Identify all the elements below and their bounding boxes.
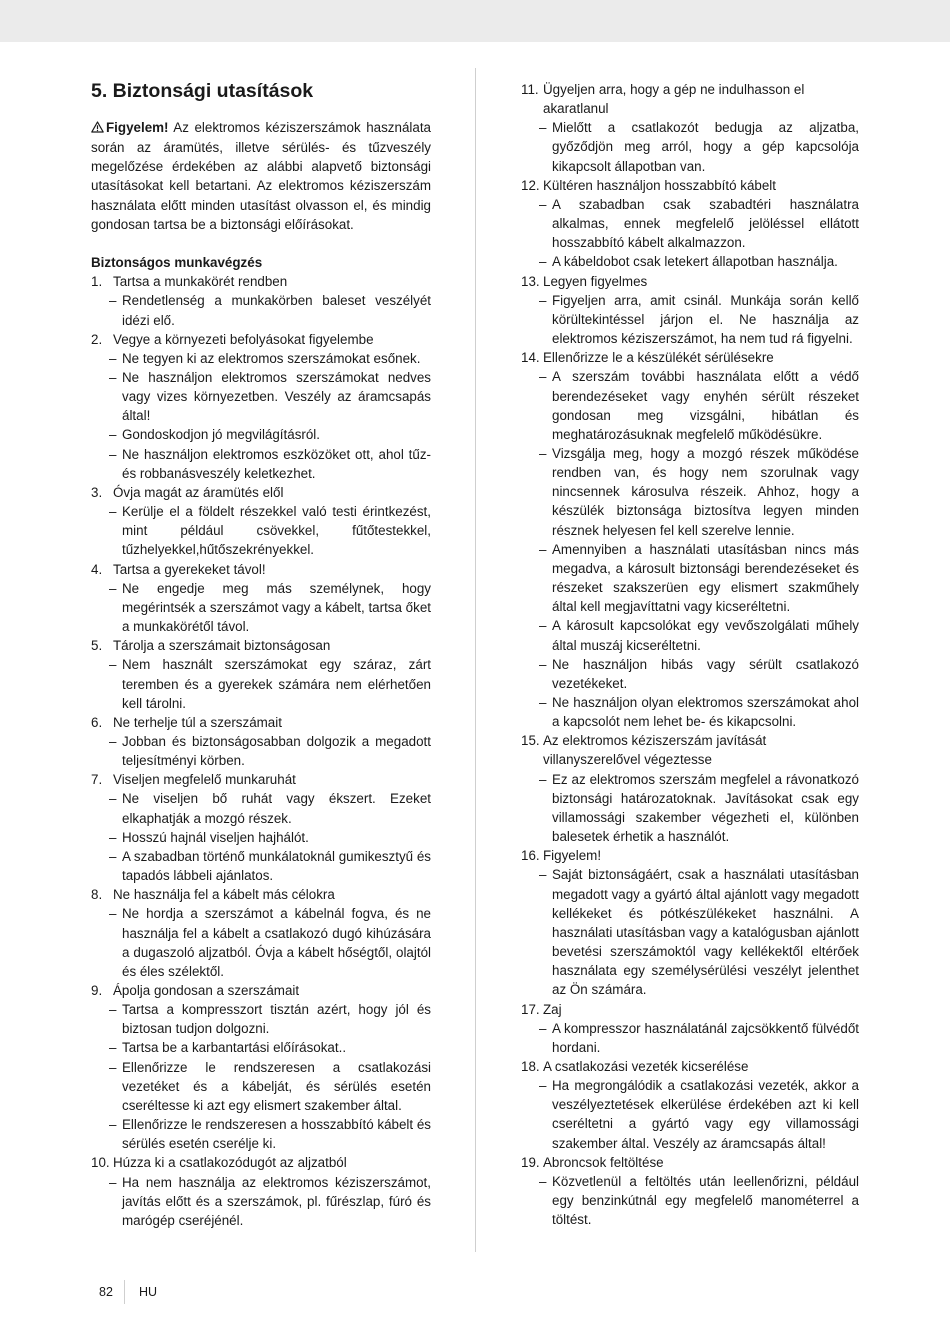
item-title: Kültéren használjon hosszabbító kábelt (543, 177, 777, 193)
language-code: HU (139, 1285, 158, 1299)
item-title: Húzza ki a csatlakozódugót az aljzatból (113, 1155, 347, 1171)
list-item (521, 1153, 859, 1172)
sub-item (109, 1038, 431, 1057)
sub-item (539, 1019, 859, 1057)
dash-bullet: – (109, 427, 117, 443)
item-number: 3. (91, 484, 103, 500)
item-number: 8. (91, 887, 103, 903)
list-item (91, 1153, 431, 1172)
item-title: Legyen figyelmes (543, 273, 648, 289)
sub-item-text: Közvetlenül a feltöltés után leellenőrizni, például egy benzinkútnál egy megfelelő manométerrel a töltést. (552, 1173, 859, 1228)
page-title: 5. Biztonsági utasítások (91, 80, 314, 102)
sub-item-text: A kábeldobot csak letekert állapotban használja. (552, 254, 838, 270)
dash-bullet: – (109, 1117, 117, 1133)
sub-item-text: Ne használjon hibás vagy sérült csatlakozó vezetékeket. (552, 656, 859, 691)
item-number: 15. (521, 733, 540, 749)
item-title: Ápolja gondosan a szerszámait (113, 983, 300, 999)
item-number: 10. (91, 1155, 110, 1171)
dash-bullet: – (109, 906, 117, 922)
sub-item-text: A szabadban történő munkálatoknál gumikesztyű és tapadós lábbeli ajánlatos. (122, 848, 431, 884)
list-item (91, 636, 431, 655)
list-item (521, 731, 859, 769)
sub-item (539, 252, 859, 271)
item-title: Az elektromos kéziszerszám javítását villanyszerelővel végeztesse (543, 733, 767, 768)
sub-item (539, 540, 859, 617)
list-item (521, 348, 859, 367)
dash-bullet: – (109, 293, 117, 309)
item-number: 9. (91, 983, 103, 999)
sub-item (109, 425, 431, 444)
dash-bullet: – (109, 580, 117, 596)
footer-divider (124, 1280, 125, 1304)
dash-bullet: – (539, 254, 547, 270)
sub-item (109, 1115, 431, 1153)
sub-item (109, 1000, 431, 1038)
sub-item-text: Nem használt szerszámokat egy száraz, zárt teremben és a gyerekek számára nem elérhetően kell tárolni. (122, 657, 431, 711)
sub-item (539, 195, 859, 252)
item-number: 19. (521, 1154, 540, 1170)
sub-item-text: Ne használjon olyan elektromos szerszámokat ahol a kapcsolót nem lehet be- és kikapcsolni. (552, 695, 859, 730)
column-divider (475, 68, 476, 1252)
sub-item-text: Saját biztonságáért, csak a használati utasításban megadott vagy a gyártó által ajánlott vagy megadott kellékeket és pótkészülékeket használni. A használati utasításban vagy a katalógusban ajánlott bevetési szerszámoktól vagy kellékektől eltérőek használata egy személysérülési veszélyt jelenthet az Ön számára. (552, 867, 859, 998)
sub-item (109, 291, 431, 329)
sub-item-text: Ha nem használja az elektromos kéziszerszámot, javítás előtt és a szerszámok, pl. fűrészlap, fúró és marógép cseréjénél. (122, 1174, 431, 1228)
item-title: Viseljen megfelelő munkaruhát (113, 772, 296, 788)
top-bar (0, 0, 950, 42)
sub-item (109, 502, 431, 559)
sub-item-text: A károsult kapcsolókat egy vevőszolgálati műhely által muszáj kicseréltetni. (552, 618, 859, 653)
sub-item (109, 828, 431, 847)
list-item (91, 770, 431, 789)
list-item (91, 483, 431, 502)
dash-bullet: – (109, 1002, 117, 1018)
list-item (521, 846, 859, 865)
warning-label: Figyelem! (106, 120, 169, 135)
sub-item (539, 291, 859, 348)
sub-item-text: Gondoskodjon jó megvilágításról. (122, 427, 320, 443)
dash-bullet: – (109, 370, 117, 386)
dash-bullet: – (539, 196, 547, 212)
sub-item (539, 1076, 859, 1153)
list-item (521, 1057, 859, 1076)
list-item (91, 981, 431, 1000)
sub-item-text: A kompresszor használatánál zajcsökkentő fülvédőt hordani. (552, 1020, 859, 1055)
item-title: Vegye a környezeti befolyásokat figyelembe (113, 331, 374, 347)
sub-item-text: Mielőtt a csatlakozót bedugja az aljzatba, győződjön meg arról, hogy a gép kapcsolója kikapcsolt állapotban van. (552, 120, 859, 174)
sub-item-text: Ne használjon elektromos szerszámokat nedves vagy vizes környezetben. Veszély az áramcsapás által! (122, 370, 431, 424)
item-title: Abroncsok feltöltése (543, 1154, 664, 1170)
sub-item-text: Tartsa a kompresszort tisztán azért, hogy jól és biztosan tudjon dolgozni. (122, 1002, 431, 1037)
item-number: 12. (521, 177, 540, 193)
dash-bullet: – (109, 446, 117, 462)
sub-item (539, 118, 859, 175)
sub-item (539, 367, 859, 444)
item-title: Tartsa a munkakörét rendben (113, 274, 288, 290)
sub-item (109, 445, 431, 483)
item-number: 6. (91, 714, 103, 730)
item-number: 14. (521, 350, 540, 366)
safety-list-left (91, 272, 431, 1230)
item-number: 2. (91, 331, 103, 347)
dash-bullet: – (539, 541, 547, 557)
sub-item (109, 789, 431, 827)
item-title: Tartsa a gyerekeket távol! (113, 561, 266, 577)
sub-item (539, 655, 859, 693)
item-number: 18. (521, 1058, 540, 1074)
sub-item (109, 732, 431, 770)
sub-item-text: A szabadban csak szabadtéri használatra alkalmas, ennek megfelelő jelöléssel ellátott hosszabbító kábelt alkalmazzon. (552, 196, 859, 251)
list-item (91, 560, 431, 579)
sub-item-text: Hosszú hajnál viseljen hajhálót. (122, 829, 309, 845)
left-column (91, 80, 431, 1230)
dash-bullet: – (109, 791, 117, 807)
item-number: 1. (91, 274, 103, 290)
sub-item (109, 579, 431, 636)
dash-bullet: – (109, 733, 117, 749)
sub-item (109, 655, 431, 712)
right-column (521, 80, 859, 1229)
dash-bullet: – (539, 618, 547, 634)
list-item (521, 80, 859, 118)
page-number: 82 (99, 1285, 113, 1299)
dash-bullet: – (109, 504, 117, 520)
sub-item-text: Ez az elektromos szerszám megfelel a rávonatkozó biztonsági határozatoknak. Javításokat csak egy villamossági szakember végezheti el, különben balesetek érhetik a használót. (552, 771, 859, 845)
item-title: Ügyeljen arra, hogy a gép ne indulhasson el akaratlanul (543, 82, 805, 117)
item-number: 5. (91, 638, 103, 654)
dash-bullet: – (539, 1020, 547, 1036)
sub-item-text: Tartsa be a karbantartási előírásokat.. (122, 1040, 347, 1056)
sub-item (109, 904, 431, 981)
dash-bullet: – (109, 350, 117, 366)
dash-bullet: – (109, 848, 117, 864)
item-number: 7. (91, 772, 103, 788)
dash-bullet: – (539, 1078, 547, 1094)
item-number: 4. (91, 561, 103, 577)
dash-bullet: – (539, 445, 547, 461)
item-title: Zaj (543, 1001, 562, 1017)
sub-item (109, 847, 431, 885)
sub-item-text: Figyeljen arra, amit csinál. Munkája során kellő körültekintéssel járjon el. Ne használja az elektromos kéziszerszámot, ha nem tud rá figyelni. (552, 292, 859, 347)
sub-item-text: Ne viseljen bő ruhát vagy ékszert. Ezeket elkaphatják a mozgó részek. (122, 791, 431, 826)
sub-item-text: Ne használjon elektromos eszközöket ott, ahol tűz- és robbanásveszély keletkezhet. (122, 446, 431, 481)
item-title: Óvja magát az áramütés elől (113, 484, 284, 500)
dash-bullet: – (539, 1173, 547, 1189)
list-item (521, 176, 859, 195)
list-item (91, 713, 431, 732)
list-item (91, 330, 431, 349)
dash-bullet: – (539, 695, 547, 710)
list-item (91, 272, 431, 291)
sub-item (109, 368, 431, 425)
sub-item (109, 349, 431, 368)
item-number: 13. (521, 273, 540, 289)
item-number: 11. (521, 82, 539, 97)
safety-list-right (521, 80, 859, 1229)
section-heading: Biztonságos munkavégzés (91, 255, 263, 271)
sub-item-text: Ellenőrizze le rendszeresen a csatlakozási vezetéket és a kábelját, és sérülés esetén cseréltesse ki azt egy elismert szakember által. (122, 1059, 431, 1113)
sub-item (539, 1172, 859, 1229)
list-item (521, 272, 859, 291)
sub-item-text: Jobban és biztonságosabban dolgozik a megadott teljesítményi körben. (122, 733, 431, 769)
sub-item-text: Ne tegyen ki az elektromos szerszámokat esőnek. (122, 350, 421, 366)
sub-item (109, 1173, 431, 1230)
item-title: Figyelem! (543, 848, 602, 864)
dash-bullet: – (539, 771, 547, 787)
sub-item-text: Rendetlenség a munkakörben baleset veszélyét idézi elő. (122, 293, 431, 328)
dash-bullet: – (539, 120, 547, 136)
item-title: Ne használja fel a kábelt más célokra (113, 887, 335, 903)
dash-bullet: – (109, 1040, 117, 1056)
sub-item-text: Kerülje el a földelt részekkel való testi érintkezést, mint például csövekkel, fűtőtestekkel, tűzhelyekkel,hűtőszekrényekkel. (122, 504, 431, 558)
sub-item (539, 444, 859, 540)
dash-bullet: – (539, 292, 547, 308)
sub-item (539, 616, 859, 654)
sub-item-text: Ellenőrizze le rendszeresen a hosszabbító kábelt és sérülés esetén cserélje ki. (122, 1117, 431, 1152)
list-item (521, 1000, 859, 1019)
dash-bullet: – (539, 369, 547, 385)
sub-item-text: Ha megrongálódik a csatlakozási vezeték, akkor a veszélyeztetések elkerülése érdekében azt ki kell cseréltetni a gyártó vagy egy villamossági szakember által. Veszély az áramcsapás által! (552, 1078, 859, 1151)
item-number: 17. (521, 1001, 540, 1017)
dash-bullet: – (109, 657, 117, 673)
item-title: Ellenőrizze le a készülékét sérülésekre (543, 350, 774, 366)
item-title: Tárolja a szerszámait biztonságosan (113, 638, 331, 654)
sub-item-text: Ne hordja a szerszámot a kábelnál fogva, és ne használja fel a kábelt a csatlakozó dugó kihúzására a dugaszoló aljzatból. Óvja a kábelt hőségtől, olajtól és éles szélektől. (122, 906, 431, 979)
sub-item-text: A szerszám további használata előtt a védő berendezéseket vagy enyhén sérült részeket gondosan meg vizsgálni, hibátlan és meghatározásuknak megfelelő működésükre. (552, 369, 859, 442)
intro-paragraph (91, 118, 431, 234)
sub-item-text: Vizsgálja meg, hogy a mozgó részek működése rendben van, és hogy nem szorulnak vagy nincsennek károsulva részeik. Ahhoz, hogy a készülék biztonsága biztosítva legyen minden résznek helyesen fel kell szerelve lennie. (552, 445, 859, 538)
dash-bullet: – (539, 867, 547, 883)
sub-item (539, 770, 859, 847)
sub-item-text: Ne engedje meg más személynek, hogy megérintsék a szerszámot vagy a kábelt, tartsa őket a munkakörétől távol. (122, 580, 431, 635)
dash-bullet: – (539, 656, 547, 672)
warning-icon (91, 119, 104, 138)
list-item (91, 885, 431, 904)
item-title: Ne terhelje túl a szerszámait (113, 714, 282, 730)
sub-item (539, 693, 859, 731)
intro-text: Az elektromos kéziszerszámok használata során az áramütés, illetve sérülés- és tűzveszély megelőzése érdekében az alábbi alapvető biztonsági utasításokat kell betartani. Az elektromos kéziszerszám használata előtt minden utasítást olvasson el, és mindig gondosan tartsa be a biztonsági előírásokat. (91, 120, 431, 232)
dash-bullet: – (109, 1174, 117, 1190)
dash-bullet: – (109, 1059, 117, 1075)
dash-bullet: – (109, 829, 117, 845)
sub-item (539, 865, 859, 999)
sub-item (109, 1058, 431, 1115)
sub-item-text: Amennyiben a használati utasításban nincs más megadva, a károsult biztonsági berendezéseket és részeket szakszerüen egy elismert szakműhely által kell megjavíttatni vagy kicseréltetni. (552, 541, 859, 615)
item-title: A csatlakozási vezeték kicserélése (543, 1058, 749, 1074)
item-number: 16. (521, 848, 540, 864)
